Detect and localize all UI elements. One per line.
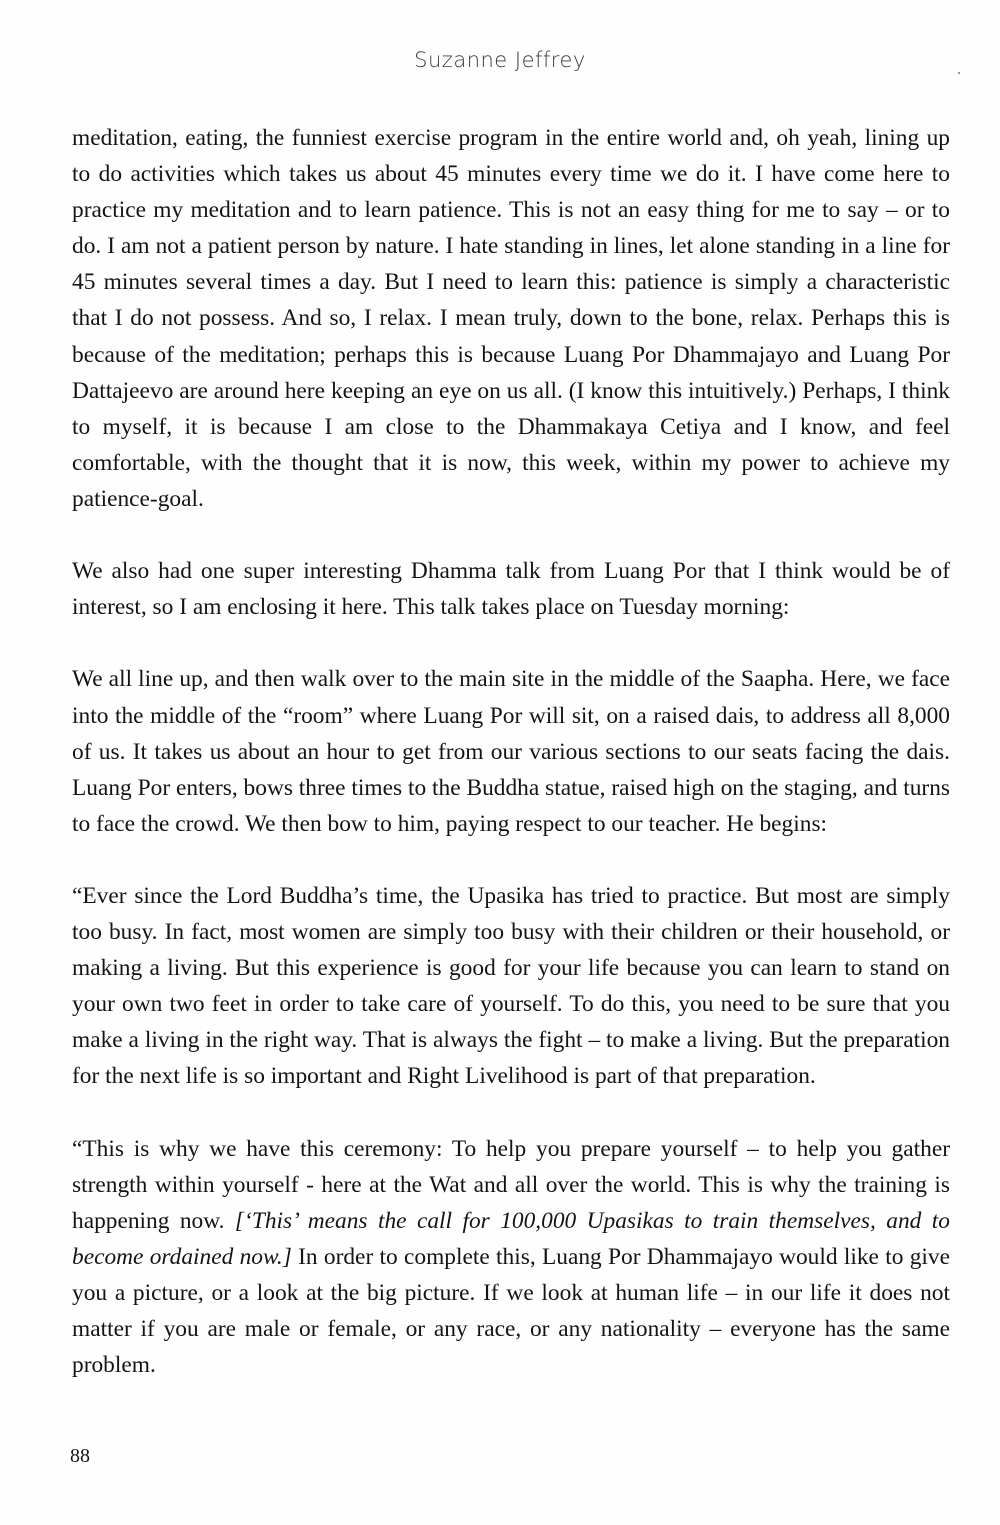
paragraph: meditation, eating, the funniest exercise program in the entire world and, oh yeah, lining up to do activities which takes us about 45 minutes every time we do it. I have come here to practice my meditation and to learn patience. This is not an easy thing for me to say – or to do. I am not a patient person by nature. I hate standing in lines, let alone standing in a line for 45 minutes several times a day. But I need to learn this: patience is simply a characteristic that I do not possess. And so, I relax. I mean truly, down to the bone, relax. Perhaps this is because of the meditation; perhaps this is because Luang Por Dhammajayo and Luang Por Dattajeevo are around here keeping an eye on us all. (I know this intuitively.) Perhaps, I think to myself, it is because I am close to the Dhammakaya Cetiya and I know, and feel comfortable, with the thought that it is now, this week, within my power to achieve my patience-goal.: [72, 125, 950, 512]
running-header: Suzanne Jeffrey: [414, 48, 586, 72]
paragraph-text: In order to complete this, Luang Por Dhammajayo would like to give you a picture, or a look at the big picture. If we look at human life – in our life it does not matter if you are male or female, or any race, or any nationality – everyone has the same problem.: [72, 1243, 950, 1379]
paragraph: “Ever since the Lord Buddha’s time, the Upasika has tried to practice. But most are simply too busy. In fact, most women are simply too busy with their children or their household, or making a living. But this experience is good for your life because you can learn to stand on your own two feet in order to take care of yourself. To do this, you need to be sure that you make a living in the right way. That is always the fight – to make a living. But the preparation for the next life is so important and Right Livelihood is part of that preparation.: [72, 882, 950, 1090]
paragraph-final: [72, 1131, 950, 1384]
paragraph: We all line up, and then walk over to the main site in the middle of the Saapha. Here, we face into the middle of the “room” where Luang Por will sit, on a raised dais, to address all 8,000 of us. It takes us about an hour to get from our various sections to our seats facing the dais. Luang Por enters, bows three times to the Buddha statue, raised high on the staging, and turns to face the crowd. We then bow to him, paying respect to our teacher. He begins:: [72, 666, 950, 837]
editorial-aside: [‘This’ means the call for 100,000 Upasikas to train themselves, and to become ordained now.]: [72, 1207, 950, 1270]
paragraph: We also had one super interesting Dhamma talk from Luang Por that I think would be of interest, so I am enclosing it here. This talk takes place on Tuesday morning:: [72, 558, 950, 621]
scan-speck: [958, 72, 960, 74]
page-number: 88: [70, 1445, 90, 1467]
paragraph-text: “This is why we have this ceremony: To help you prepare yourself – to help you gather strength within yourself - here at the Wat and all over the world. This is why the training is happening now.: [72, 1135, 950, 1234]
body-text: [72, 120, 950, 1383]
